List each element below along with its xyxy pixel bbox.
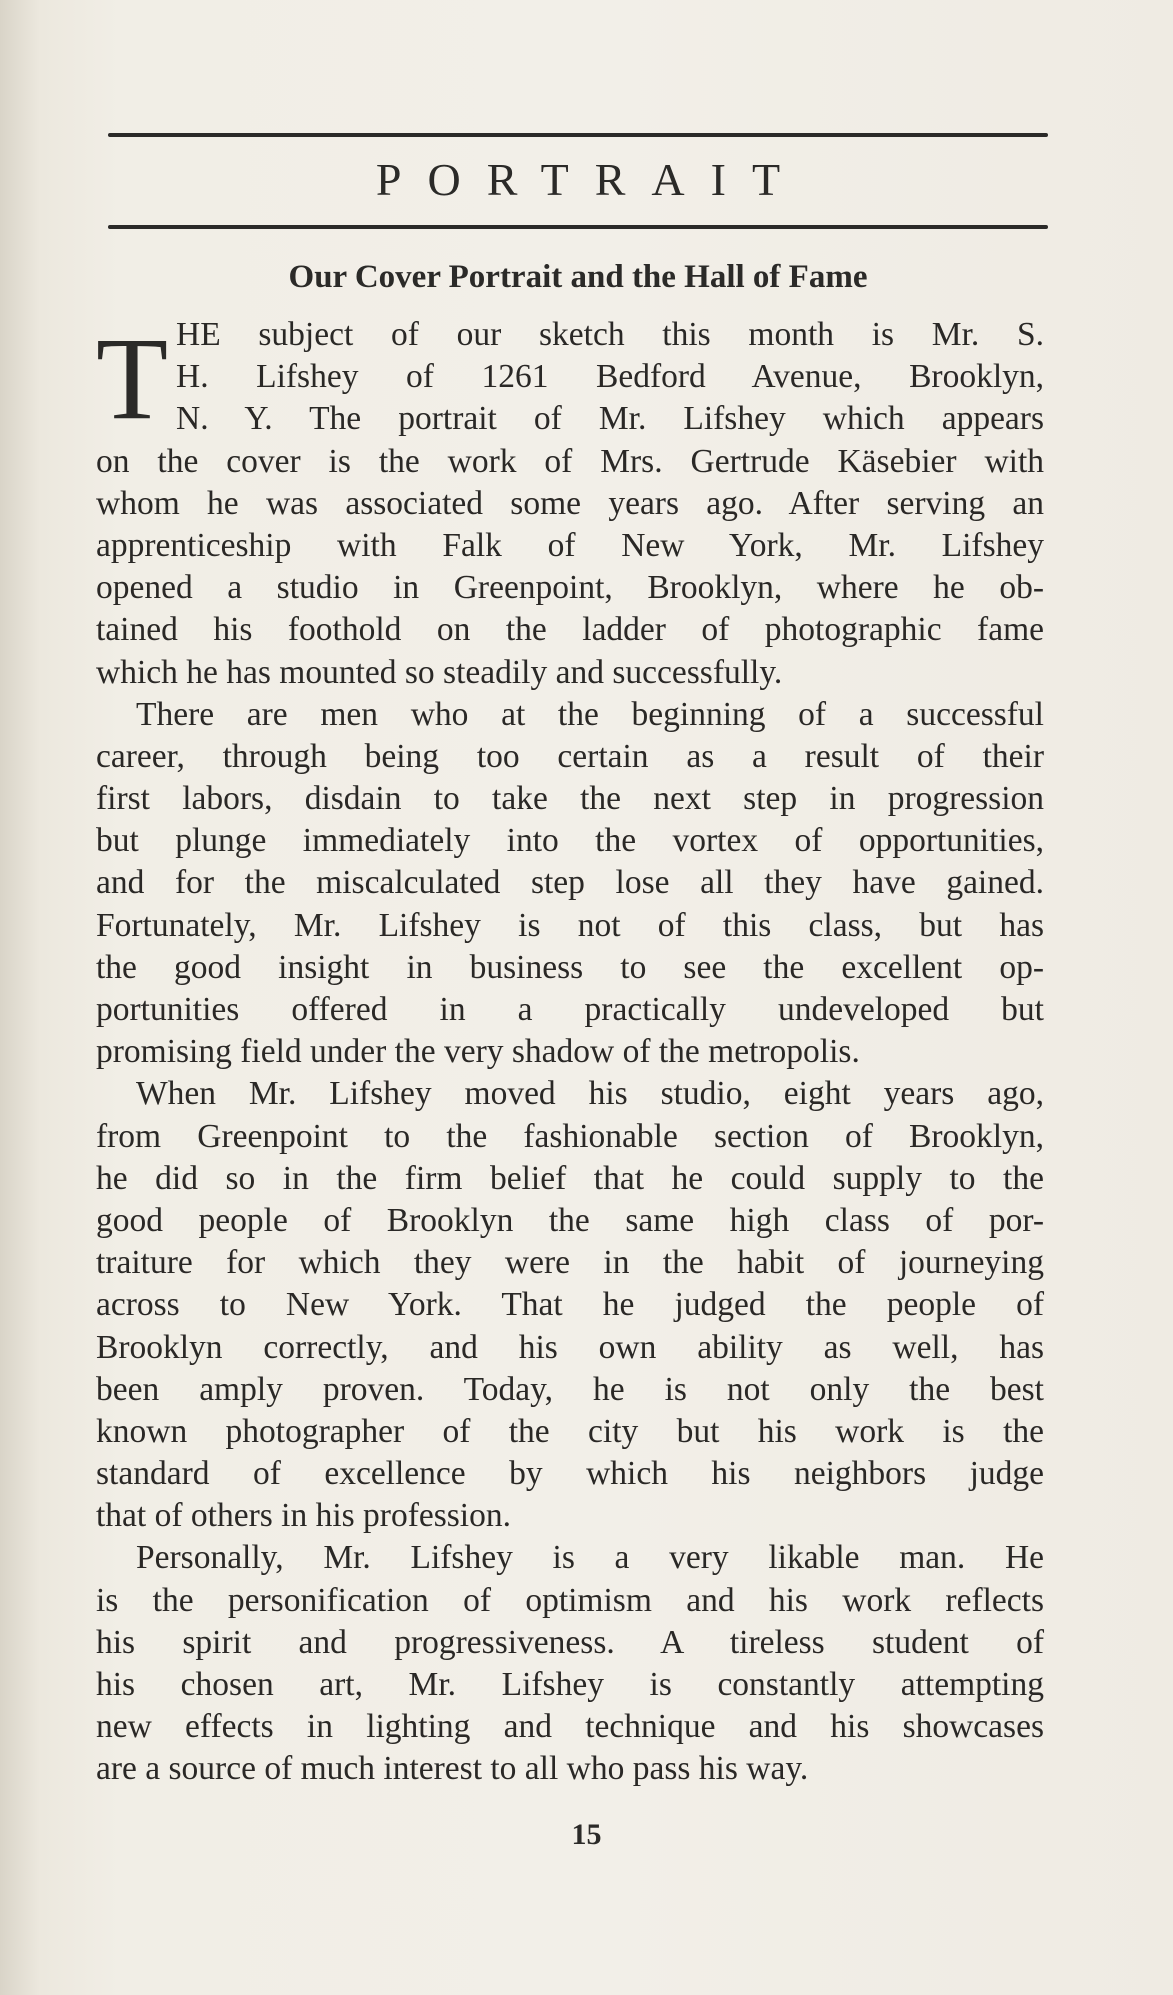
article-body xyxy=(96,314,1044,1791)
text-line xyxy=(96,1706,1044,1748)
text-line-content: HE subject of our sketch this month is Mr. S. xyxy=(176,316,1044,353)
text-line-content: whom he was associated some years ago. After serving an xyxy=(96,484,1044,522)
text-line-content: N. Y. The portrait of Mr. Lifshey which appears xyxy=(176,400,1044,438)
text-line-content: on the cover is the work of Mrs. Gertrude Käsebier with xyxy=(96,442,1044,480)
text-line-content: traiture for which they were in the habit of journeying xyxy=(96,1244,1044,1282)
paragraph xyxy=(96,694,1044,1074)
text-line xyxy=(96,609,1044,651)
text-line-content: Brooklyn correctly, and his own ability as well, has xyxy=(96,1328,1044,1366)
text-line xyxy=(96,1453,1044,1495)
text-line-content: but plunge immediately into the vortex of opportunities, xyxy=(96,822,1044,860)
text-line xyxy=(96,694,1044,736)
text-line-content: across to New York. That he judged the people of xyxy=(96,1286,1044,1324)
text-line xyxy=(96,778,1044,820)
text-line-content: are a source of much interest to all who pass his way. xyxy=(96,1750,809,1788)
text-line-content: career, through being too certain as a result of their xyxy=(96,737,1044,775)
text-line-content: promising field under the very shadow of the metropolis. xyxy=(96,1033,860,1071)
text-line-content: his chosen art, Mr. Lifshey is constantly attempting xyxy=(96,1666,1044,1703)
text-line-content: which he has mounted so steadily and successfully. xyxy=(96,653,783,691)
top-rule xyxy=(108,133,1048,137)
text-line-content: apprenticeship with Falk of New York, Mr. Lifshey xyxy=(96,526,1044,564)
text-line xyxy=(96,483,1044,525)
text-line-content: first labors, disdain to take the next step in progression xyxy=(96,780,1044,818)
article-headline: Our Cover Portrait and the Hall of Fame xyxy=(288,259,868,295)
text-line-content: the good insight in business to see the excellent op- xyxy=(96,948,1044,986)
text-line xyxy=(96,1411,1044,1453)
text-line-content: Fortunately, Mr. Lifshey is not of this class, but has xyxy=(96,906,1044,944)
text-line-content: known photographer of the city but his work is the xyxy=(96,1412,1044,1450)
text-line xyxy=(96,1073,1044,1115)
text-line-content: been amply proven. Today, he is not only the best xyxy=(96,1370,1044,1408)
text-line-content: H. Lifshey of 1261 Bedford Avenue, Brooklyn, xyxy=(176,358,1044,396)
text-line xyxy=(96,1748,1044,1790)
text-line xyxy=(96,314,1044,356)
text-line xyxy=(96,1664,1044,1706)
text-line xyxy=(96,441,1044,483)
text-line xyxy=(96,1158,1044,1200)
text-line-content: Personally, Mr. Lifshey is a very likable man. He xyxy=(136,1539,1044,1577)
text-line xyxy=(96,1116,1044,1158)
section-title: PORTRAIT xyxy=(375,154,807,205)
text-line xyxy=(96,820,1044,862)
text-line-content: his spirit and progressiveness. A tireless student of xyxy=(96,1623,1044,1661)
text-line-content: When Mr. Lifshey moved his studio, eight years ago, xyxy=(136,1075,1044,1113)
bottom-rule xyxy=(108,225,1048,229)
text-line xyxy=(96,1200,1044,1242)
text-line xyxy=(96,567,1044,609)
text-line-content: new effects in lighting and technique and his showcases xyxy=(96,1708,1044,1746)
text-line-content: good people of Brooklyn the same high class of por- xyxy=(96,1201,1044,1239)
text-line-content: is the personification of optimism and his work reflects xyxy=(96,1581,1044,1619)
text-line-content: he did so in the firm belief that he could supply to the xyxy=(96,1159,1044,1197)
paragraph xyxy=(96,1073,1044,1537)
text-line-content: tained his foothold on the ladder of photographic fame xyxy=(96,611,1044,649)
text-line xyxy=(96,862,1044,904)
text-line xyxy=(96,1369,1044,1411)
text-line-content: There are men who at the beginning of a successful xyxy=(136,695,1044,733)
text-line xyxy=(96,525,1044,567)
text-line-content: and for the miscalculated step lose all they have gained. xyxy=(96,864,1044,902)
text-line xyxy=(96,989,1044,1031)
text-line xyxy=(96,1242,1044,1284)
text-line xyxy=(96,398,1044,440)
paragraph xyxy=(96,1537,1044,1790)
text-line xyxy=(96,1622,1044,1664)
text-line-content: that of others in his profession. xyxy=(96,1497,511,1535)
text-line xyxy=(96,356,1044,398)
text-line xyxy=(96,947,1044,989)
text-line-content: standard of excellence by which his neighbors judge xyxy=(96,1455,1044,1493)
drop-cap: T xyxy=(96,313,169,444)
text-line xyxy=(96,1495,1044,1537)
text-line xyxy=(96,736,1044,778)
text-line xyxy=(96,652,1044,694)
text-line xyxy=(96,1537,1044,1579)
text-line xyxy=(96,1031,1044,1073)
text-line xyxy=(96,1284,1044,1326)
text-line xyxy=(96,1327,1044,1369)
text-line-content: from Greenpoint to the fashionable section of Brooklyn, xyxy=(96,1117,1044,1155)
text-line-content: opened a studio in Greenpoint, Brooklyn, where he ob- xyxy=(96,569,1044,607)
page-number: 15 xyxy=(571,1818,602,1851)
text-line xyxy=(96,905,1044,947)
text-line xyxy=(96,1580,1044,1622)
paragraph xyxy=(96,314,1044,694)
text-line-content: portunities offered in a practically undeveloped but xyxy=(96,991,1044,1028)
